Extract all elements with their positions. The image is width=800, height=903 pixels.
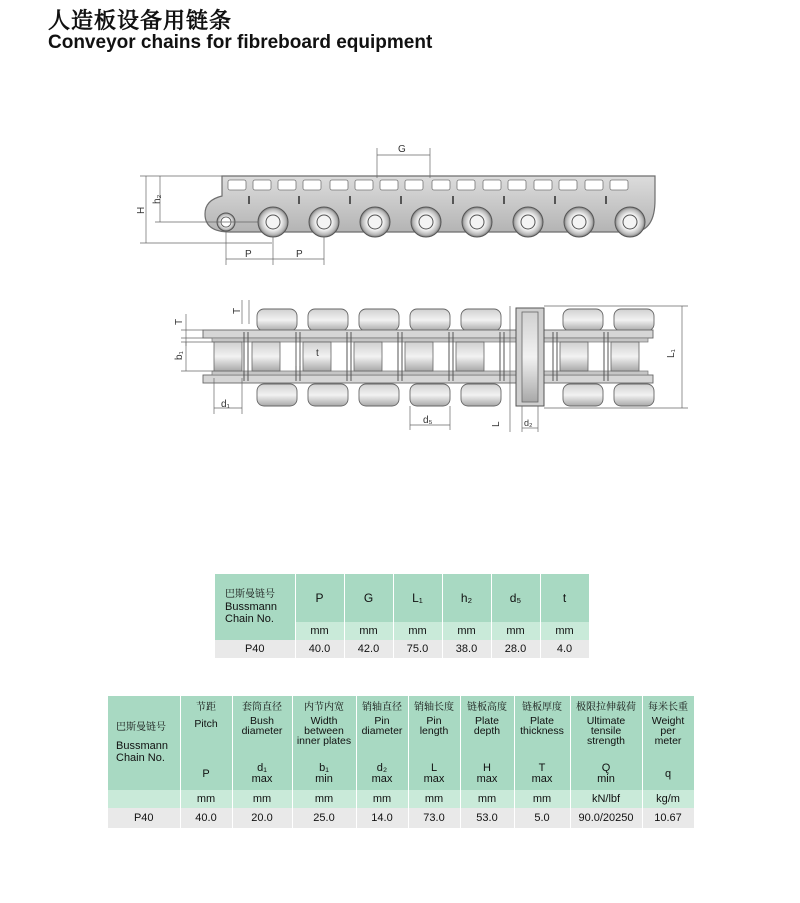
table1-symbol: t (540, 574, 589, 622)
sym-line: max (531, 773, 553, 785)
table2-symbol (570, 758, 642, 790)
col-cn: 内节内宽 (304, 702, 344, 713)
table2-symbol (408, 758, 460, 790)
table1-unit: mm (540, 622, 589, 640)
col-en: inner plates (296, 735, 352, 747)
dim-T2: T (232, 307, 243, 314)
table2-col-header (514, 696, 570, 758)
col-en: diameter (241, 725, 283, 737)
table2-col-header (232, 696, 292, 758)
col-en: thickness (520, 725, 564, 737)
col-en: Plate (475, 715, 499, 727)
table2-col-header (642, 696, 694, 758)
col-en: tensile (590, 725, 622, 737)
col-cn: 销轴长度 (414, 702, 454, 713)
table-row (215, 640, 589, 658)
table2-cell: 10.67 (642, 808, 694, 828)
table1-symbol: d₅ (491, 574, 540, 622)
table2-unit: mm (180, 790, 232, 808)
top-view (174, 300, 688, 432)
table1-symbol: G (344, 574, 393, 622)
col-en: meter (654, 735, 682, 747)
col-cn: 极限拉伸载荷 (576, 702, 636, 713)
table1-symbol: P (295, 574, 344, 622)
page-title-cn: 人造板设备用链条 (48, 9, 233, 34)
col-cn: 节距 (196, 702, 216, 713)
table1-unit: mm (295, 622, 344, 640)
col-en: Pitch (194, 718, 218, 730)
table2-symbol (356, 758, 408, 790)
table2-unit: kg/m (642, 790, 694, 808)
table2-label-en1: Bussmann (116, 740, 168, 752)
col-en: Ultimate (586, 715, 626, 727)
col-en: per (660, 725, 676, 737)
table1-cell: 42.0 (344, 640, 393, 658)
table1-label-en1: Bussmann (225, 601, 277, 613)
sym-line: max (251, 773, 273, 785)
col-en: Plate (530, 715, 554, 727)
table2-unit: mm (356, 790, 408, 808)
table2-cell: 14.0 (356, 808, 408, 828)
table1-symbol: L₁ (393, 574, 442, 622)
side-view (136, 144, 655, 265)
table1-cell: 38.0 (442, 640, 491, 658)
col-en: strength (587, 735, 625, 747)
chain-dimension-table-2 (108, 696, 695, 828)
dim-L1: L₁ (666, 349, 677, 358)
table2-unit: mm (408, 790, 460, 808)
table2-cell: 90.0/20250 (570, 808, 642, 828)
table2-col-header (292, 696, 356, 758)
table2-unit: mm (460, 790, 514, 808)
table2-unit-spacer (108, 790, 180, 808)
table1-symbol: h₂ (442, 574, 491, 622)
dim-b1: b₁ (174, 351, 185, 360)
col-en: Bush (250, 715, 274, 727)
table2-col-header (180, 696, 232, 758)
table1-cell: 4.0 (540, 640, 589, 658)
table1-cell: P40 (215, 640, 295, 658)
col-en: Width (310, 715, 338, 727)
dim-d5: d₅ (423, 415, 433, 426)
dim-L: L (491, 421, 502, 427)
col-en: depth (473, 725, 501, 737)
table2-header-label (108, 696, 180, 790)
sym-line: max (371, 773, 393, 785)
col-en: Pin (426, 715, 442, 727)
table1-unit: mm (344, 622, 393, 640)
dim-d1: d₁ (221, 399, 230, 410)
dim-t: t (316, 348, 319, 359)
table2-cell: 40.0 (180, 808, 232, 828)
sym-line: min (597, 773, 615, 785)
page-title-en: Conveyor chains for fibreboard equipment (48, 32, 433, 53)
table2-unit: mm (232, 790, 292, 808)
sym-line: min (315, 773, 333, 785)
table2-unit: mm (514, 790, 570, 808)
table2-cell: 25.0 (292, 808, 356, 828)
col-cn: 销轴直径 (362, 702, 402, 713)
sym-line: max (476, 773, 498, 785)
table2-symbol (460, 758, 514, 790)
sym-line: Q (601, 762, 611, 774)
sym-line: d₁ (257, 762, 267, 774)
table2-cell: 53.0 (460, 808, 514, 828)
col-en: between (304, 725, 344, 737)
dim-d2: d₂ (524, 418, 533, 428)
table1-unit: mm (442, 622, 491, 640)
table1-cell: 75.0 (393, 640, 442, 658)
table2-col-header (460, 696, 514, 758)
table2-symbol (180, 758, 232, 790)
sym-line: T (538, 762, 546, 774)
table1-label-cn: 巴斯曼链号 (225, 589, 275, 600)
col-cn: 链板高度 (467, 702, 507, 713)
table2-symbol (642, 758, 694, 790)
chain-dimension-table-1 (215, 574, 590, 658)
sym-line: P (202, 767, 210, 780)
col-en: Pin (374, 715, 390, 727)
table2-unit: mm (292, 790, 356, 808)
table2-label-en2: Chain No. (116, 752, 165, 764)
table2-symbol (232, 758, 292, 790)
table2-symbol (514, 758, 570, 790)
table-row (108, 808, 694, 828)
dim-H: H (136, 206, 147, 214)
col-en: diameter (361, 725, 403, 737)
table1-cell: 28.0 (491, 640, 540, 658)
table2-cell: 73.0 (408, 808, 460, 828)
table2-cell: P40 (108, 808, 180, 828)
table2-col-header (570, 696, 642, 758)
table2-label-cn: 巴斯曼链号 (116, 722, 166, 733)
sym-line: L (430, 762, 438, 774)
table1-unit: mm (491, 622, 540, 640)
dim-G: G (398, 144, 406, 155)
dim-h2: h₂ (152, 194, 163, 204)
sym-line: b₁ (319, 762, 329, 774)
table2-col-header (356, 696, 408, 758)
table2-cell: 20.0 (232, 808, 292, 828)
sym-line: q (664, 767, 672, 780)
table1-unit: mm (393, 622, 442, 640)
dim-P2: P (296, 249, 303, 260)
col-cn: 套筒直径 (242, 702, 282, 713)
sym-line: H (483, 762, 491, 774)
col-cn: 每米长重 (648, 702, 688, 713)
table2-cell: 5.0 (514, 808, 570, 828)
sym-line: max (423, 773, 445, 785)
table2-symbol (292, 758, 356, 790)
dim-T1: T (174, 318, 185, 325)
table1-cell: 40.0 (295, 640, 344, 658)
col-en: length (419, 725, 449, 737)
dim-P1: P (245, 249, 252, 260)
table1-label-en2: Chain No. (225, 613, 274, 625)
col-cn: 链板厚度 (522, 702, 562, 713)
table1-header-label (215, 574, 295, 640)
sym-line: d₂ (376, 762, 388, 774)
table2-unit: kN/lbf (570, 790, 642, 808)
table2-col-header (408, 696, 460, 758)
col-en: Weight (651, 715, 685, 727)
